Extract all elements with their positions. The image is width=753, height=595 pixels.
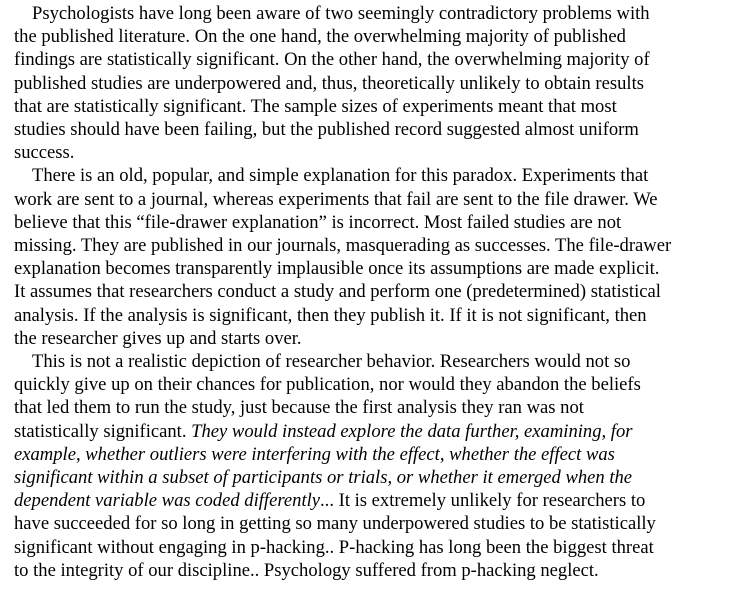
text-line	[14, 466, 747, 489]
text-run: the researcher gives up and starts over.	[14, 327, 302, 349]
text-line	[14, 95, 747, 118]
text-line	[14, 559, 747, 582]
text-run: the published literature. On the one hand, the overwhelming majority of published	[14, 26, 626, 48]
text-line	[14, 211, 747, 234]
paragraph-2	[14, 164, 747, 350]
italic-text-run: dependent variable was coded differently	[14, 490, 321, 512]
text-line	[14, 373, 747, 396]
text-run: This is not a realistic depiction of researcher behavior. Researchers would not so	[32, 351, 631, 373]
text-line	[14, 48, 747, 71]
text-run: that are statistically significant. The sample sizes of experiments meant that most	[14, 95, 617, 117]
text-run: to the integrity of our discipline.. Psychology suffered from p-hacking neglect.	[14, 559, 599, 581]
text-line	[14, 2, 747, 25]
text-run: There is an old, popular, and simple explanation for this paradox. Experiments that	[32, 165, 649, 187]
text-run: analysis. If the analysis is significant, then they publish it. If it is not significant, then	[14, 304, 647, 326]
text-line	[14, 141, 747, 164]
text-line	[14, 396, 747, 419]
text-run: success.	[14, 142, 75, 164]
text-run: explanation becomes transparently implausible once its assumptions are made explicit.	[14, 258, 660, 280]
text-run: ... It is extremely unlikely for researchers to	[320, 490, 646, 512]
text-line	[14, 25, 747, 48]
text-run: work are sent to a journal, whereas experiments that fail are sent to the file drawer. We	[14, 188, 658, 210]
text-line	[14, 188, 747, 211]
text-run: published studies are underpowered and, thus, theoretically unlikely to obtain results	[14, 72, 644, 94]
text-line	[14, 536, 747, 559]
text-run: that led them to run the study, just because the first analysis they ran was not	[14, 397, 584, 419]
text-run: significant without engaging in p-hacking.. P-hacking has long been the biggest threat	[14, 536, 654, 558]
text-line	[14, 443, 747, 466]
text-run: statistically significant.	[14, 420, 192, 442]
text-line	[14, 304, 747, 327]
text-run: studies should have been failing, but the published record suggested almost uniform	[14, 119, 639, 141]
text-line	[14, 164, 747, 187]
text-run: missing. They are published in our journals, masquerading as successes. The file-drawer	[14, 235, 672, 257]
text-run: quickly give up on their chances for publication, nor would they abandon the beliefs	[14, 374, 641, 396]
text-line	[14, 327, 747, 350]
text-line	[14, 257, 747, 280]
text-line	[14, 350, 747, 373]
text-line	[14, 489, 747, 512]
text-run: have succeeded for so long in getting so many underpowered studies to be statistically	[14, 513, 656, 535]
text-line	[14, 512, 747, 535]
italic-text-run: They would instead explore the data further, examining, for	[191, 420, 633, 442]
italic-text-run: significant within a subset of participants or trials, or whether it emerged when the	[14, 467, 633, 489]
text-run: believe that this “file-drawer explanation” is incorrect. Most failed studies are not	[14, 211, 622, 233]
text-line	[14, 118, 747, 141]
text-run: findings are statistically significant. On the other hand, the overwhelming majority of	[14, 49, 650, 71]
text-run: It assumes that researchers conduct a study and perform one (predetermined) statistical	[14, 281, 661, 303]
paragraph-3	[14, 350, 747, 582]
text-line	[14, 280, 747, 303]
text-line	[14, 234, 747, 257]
paragraph-1	[14, 2, 747, 164]
italic-text-run: example, whether outliers were interfering with the effect, whether the effect was	[14, 443, 615, 465]
text-run: Psychologists have long been aware of two seemingly contradictory problems with	[32, 3, 650, 24]
text-line	[14, 420, 747, 443]
text-line	[14, 72, 747, 95]
